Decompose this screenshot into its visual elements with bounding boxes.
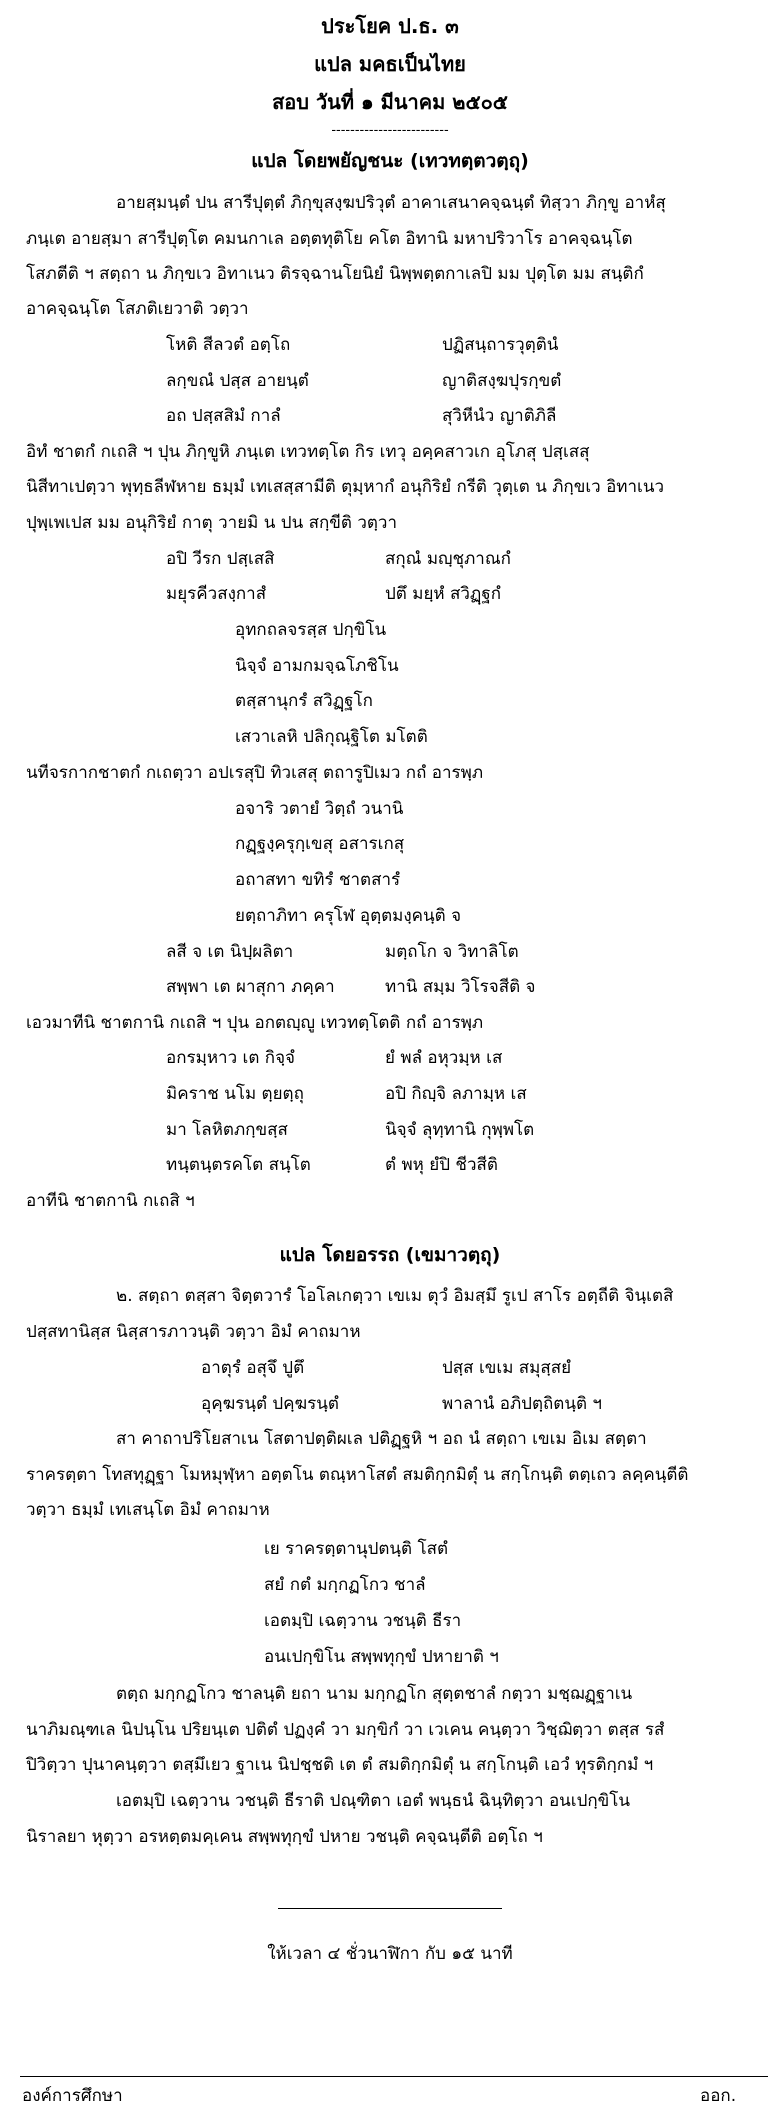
verse-line: อถ ปสฺสสิมํ กาลํ <box>166 406 281 426</box>
paragraph-line: อิทํ ชาตกํ กเถสิ ฯ ปุน ภิกฺขูหิ ภนฺเต เทวทตฺโต กิร เทวุ อคฺคสาวเก อุโภสุ ปสฺเสสุ <box>26 442 590 462</box>
verse-line: อจาริ วตายํ วิตฺถํ วนานิ <box>235 799 404 819</box>
paragraph-line: นิสีทาเปตฺวา พุทฺธลีฬหาย ธมฺมํ เทเสสฺสามีติ ตุมฺหากํ อนุกิริยํ กรีติ วุตฺเต น ภิกฺขเว อิทาเนว <box>26 477 665 497</box>
verse-line: สุวิหีนํว ญาติภิลี <box>442 406 557 426</box>
verse-line: เสวาเลหิ ปลิกุณฺฐิโต มโตติ <box>235 727 428 747</box>
exam-date: สอบ วันที่ ๑ มีนาคม ๒๕๐๕ <box>272 90 508 114</box>
section1-title: แปล โดยพยัญชนะ (เทวทตฺตวตฺถุ) <box>251 150 529 172</box>
verse-line: เย ราครตฺตานุปตนฺติ โสตํ <box>264 1539 449 1559</box>
footer-rule <box>278 1908 502 1909</box>
paragraph-line: นาภิมณฺฑเล นิปนฺโน ปริยนฺเต ปติตํ ปฏงฺคํ วา มกฺขิกํ วา เวเคน คนฺตฺวา วิชฺฌิตฺวา ตสฺส รสํ <box>26 1720 665 1740</box>
verse-line: สกุณํ มญฺชุภาณกํ <box>385 549 511 569</box>
paragraph-line: นทีจรกากชาตกํ กเถตฺวา อปเรสุปิ ทิวเสสุ ตถารูปิเมว กถํ อารพฺภ <box>26 763 484 783</box>
verse-line: ตํ พหุ ยํปิ ชีวสีติ <box>385 1155 498 1175</box>
verse-line: ปสฺส เขเม สมุสฺสยํ <box>442 1358 572 1378</box>
section2-title: แปล โดยอรรถ (เขมาวตฺถุ) <box>279 1244 501 1266</box>
verse-line: สยํ กตํ มกฺกฏโกว ชาลํ <box>264 1575 426 1595</box>
paragraph-line: อาทีนิ ชาตกานิ กเถสิ ฯ <box>26 1191 195 1211</box>
verse-line: พาลานํ อภิปตฺถิตนฺติ ฯ <box>442 1394 602 1414</box>
exam-level: ประโยค ป.ธ. ๓ <box>321 14 459 38</box>
verse-line: ตสฺสานุกรํ สวิฏฺฐโก <box>235 691 373 711</box>
verse-line: มิคราช นโม ตฺยตฺถุ <box>166 1084 304 1104</box>
verse-line: อปิ วีรก ปสฺเสสิ <box>166 549 275 569</box>
paragraph-line: วตฺวา ธมฺมํ เทเสนฺโต อิมํ คาถมาห <box>26 1500 270 1520</box>
paragraph-line: สา คาถาปริโยสาเน โสตาปตฺติผเล ปติฏฺฐหิ ฯ อถ นํ สตฺถา เขเม อิเม สตฺตา <box>116 1429 647 1449</box>
verse-line: ยํ พลํ อหุวมฺห เส <box>385 1048 503 1068</box>
verse-line: ปตึ มยฺหํ สวิฏฺฐกํ <box>385 584 502 604</box>
verse-line: มตฺถโก จ วิทาลิโต <box>385 942 519 962</box>
verse-line: อปิ กิญฺจิ ลภามฺห เส <box>385 1084 527 1104</box>
verse-line: ปฏิสนฺถารวุตฺตินํ <box>442 335 559 355</box>
office-code: ออก. <box>700 2086 737 2106</box>
verse-line: อกรมฺหาว เต กิจฺจํ <box>166 1048 296 1068</box>
verse-line: กฏฺฐงฺครุกฺเขสุ อสารเกสุ <box>235 834 405 854</box>
paragraph-line: ๒. สตฺถา ตสฺสา จิตฺตวารํ โอโลเกตฺวา เขเม ตุวํ อิมสฺมึ รูเป สาโร อตฺถีติ จินฺเตสิ <box>116 1286 674 1306</box>
verse-line: มยุรคีวสงฺกาสํ <box>166 584 267 604</box>
verse-line: โหติ สีลวตํ อตฺโถ <box>166 335 291 355</box>
verse-line: เอตมฺปิ เฉตฺวาน วชนฺติ ธีรา <box>264 1611 462 1631</box>
verse-line: อนเปกฺขิโน สพฺพทุกฺขํ ปหายาติ ฯ <box>264 1647 499 1667</box>
paragraph-line: ตตฺถ มกฺกฏโกว ชาลนฺติ ยถา นาม มกฺกฏโก สุตฺตชาลํ กตฺวา มชฺฌฏฺฐาเน <box>116 1684 633 1704</box>
paragraph-line: ปิวิตฺวา ปุนาคนฺตฺวา ตสฺมึเยว ฐาเน นิปชฺชติ เต ตํ สมติกฺกมิตุํ น สกฺโกนฺติ เอวํ ทุรติกฺกมํ ฯ <box>26 1755 654 1775</box>
paragraph-line: ราครตฺตา โทสทุฏฺฐา โมหมุฬฺหา อตฺตโน ตณฺหาโสตํ สมติกฺกมิตุํ น สกฺโกนฺติ ตตฺเถว ลคฺคนฺตีติ <box>26 1465 689 1485</box>
exam-subject: แปล มคธเป็นไทย <box>314 52 466 76</box>
paragraph-line: เอวมาทีนิ ชาตกานิ กเถสิ ฯ ปุน อกตญฺญู เทวทตฺโตติ กถํ อารพฺภ <box>26 1013 484 1033</box>
verse-line: นิจฺจํ อามกมจฺฉโภชิโน <box>235 656 399 676</box>
verse-line: อุคฺฆรนฺตํ ปคฺฆรนฺตํ <box>201 1394 339 1414</box>
verse-line: อถาสทา ขทิรํ ชาตสารํ <box>235 870 401 890</box>
paragraph-line: เอตมฺปิ เฉตฺวาน วชนฺติ ธีราติ ปณฺฑิตา เอตํ พนฺธนํ ฉินฺทิตฺวา อนเปกฺขิโน <box>116 1791 631 1811</box>
paragraph-line: ปสฺสทานิสฺส นิสฺสารภาวนฺติ วตฺวา อิมํ คาถมาห <box>26 1322 361 1342</box>
verse-line: ลกฺขณํ ปสฺส อายนฺตํ <box>166 371 309 391</box>
paragraph-line: นิราลยา หุตฺวา อรหตฺตมคฺเคน สพฺพทุกฺขํ ปหาย วชนฺติ คจฺฉนฺตีติ อตฺโถ ฯ <box>26 1827 543 1847</box>
bottom-rule <box>20 2076 768 2077</box>
header-separator: ------------------------- <box>331 123 449 138</box>
verse-line: อุทกถลจรสฺส ปกฺขิโน <box>235 620 387 640</box>
verse-line: ยตฺถาภิทา ครุโฬ อุตฺตมงฺคนฺติ จ <box>235 906 462 926</box>
verse-line: นิจฺจํ ลุทฺทานิ กุพฺพโต <box>385 1120 535 1140</box>
paragraph-line: โสภตีติ ฯ สตฺถา น ภิกฺขเว อิทาเนว ติรจฺฉานโยนิยํ นิพฺพตฺตกาเลปิ มม ปุตฺโต มม สนฺติกํ <box>26 264 644 284</box>
verse-line: ลสี จ เต นิปฺผลิตา <box>166 942 294 962</box>
paragraph-line: ภนฺเต อายสฺมา สารีปุตฺโต คมนกาเล อตฺตทุติโย คโต อิทานิ มหาปริวาโร อาคจฺฉนฺโต <box>26 229 633 249</box>
paragraph-line: อายสฺมนฺตํ ปน สารีปุตฺตํ ภิกฺขุสงฺฆปริวุตํ อาคาเสนาคจฺฉนฺตํ ทิสฺวา ภิกฺขู อาหํสุ <box>116 193 666 213</box>
time-allowed: ให้เวลา ๔ ชั่วนาฬิกา กับ ๑๕ นาที <box>267 1944 513 1964</box>
verse-line: ทานิ สมฺม วิโรจสีติ จ <box>385 977 536 997</box>
verse-line: ญาติสงฺฆปุรกฺขตํ <box>442 371 562 391</box>
verse-line: มา โลหิตภกฺขสฺส <box>166 1120 288 1140</box>
verse-line: อาตุรํ อสุจึ ปูตึ <box>201 1358 305 1378</box>
verse-line: สพฺพา เต ผาสุกา ภคฺคา <box>166 977 335 997</box>
paragraph-line: ปุพฺเพเปส มม อนุกิริยํ กาตุ วายมิ น ปน สกฺขีติ วตฺวา <box>26 513 398 533</box>
verse-line: ทนฺตนฺตรคโต สนฺโต <box>166 1155 311 1175</box>
organization-name: องค์การศึกษา <box>22 2086 123 2106</box>
paragraph-line: อาคจฺฉนฺโต โสภติเยวาติ วตฺวา <box>26 299 249 319</box>
